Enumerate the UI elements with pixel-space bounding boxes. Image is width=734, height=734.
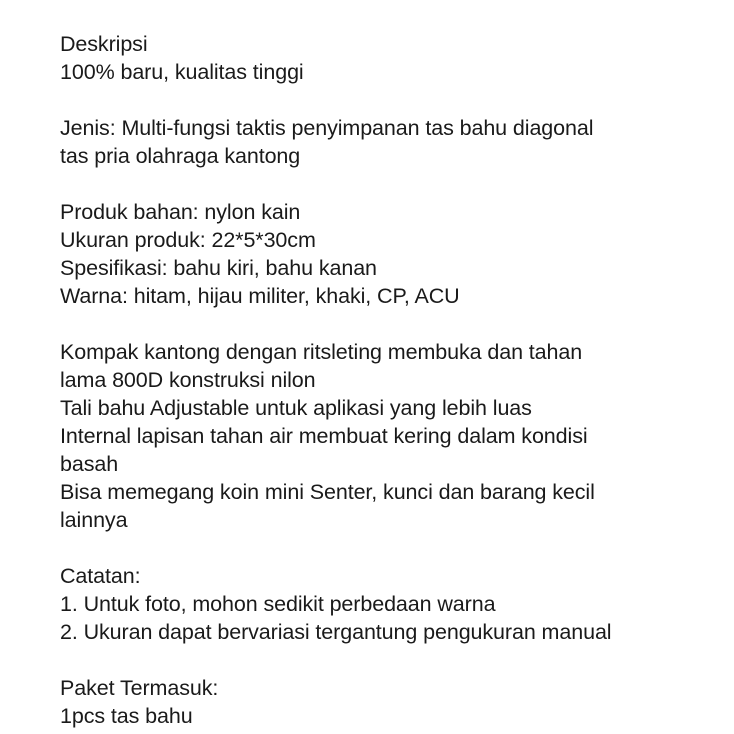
spec-material: Produk bahan: nylon kain (60, 200, 301, 224)
type-line-2: tas pria olahraga kantong (60, 144, 301, 168)
description-heading: Deskripsi (60, 32, 148, 56)
feature-1-line-2: lama 800D konstruksi nilon (60, 368, 316, 392)
spacer (60, 646, 720, 674)
feature-2: Tali bahu Adjustable untuk aplikasi yang lebih luas (60, 396, 532, 420)
note-2: 2. Ukuran dapat bervariasi tergantung pengukuran manual (60, 620, 612, 644)
spec-colors: Warna: hitam, hijau militer, khaki, CP, ACU (60, 284, 460, 308)
spec-size: Ukuran produk: 22*5*30cm (60, 228, 316, 252)
package-heading: Paket Termasuk: (60, 676, 219, 700)
feature-4-line-2: lainnya (60, 508, 128, 532)
feature-3-line-2: basah (60, 452, 119, 476)
spacer (60, 86, 720, 114)
package-item: 1pcs tas bahu (60, 704, 193, 728)
spacer (60, 310, 720, 338)
note-1: 1. Untuk foto, mohon sedikit perbedaan warna (60, 592, 496, 616)
feature-4-line-1: Bisa memegang koin mini Senter, kunci dan barang kecil (60, 480, 595, 504)
description-tagline: 100% baru, kualitas tinggi (60, 60, 304, 84)
spacer (60, 534, 720, 562)
spacer (60, 170, 720, 198)
type-line-1: Jenis: Multi-fungsi taktis penyimpanan tas bahu diagonal (60, 116, 594, 140)
feature-1-line-1: Kompak kantong dengan ritsleting membuka dan tahan (60, 340, 583, 364)
feature-3-line-1: Internal lapisan tahan air membuat kering dalam kondisi (60, 424, 588, 448)
notes-heading: Catatan: (60, 564, 141, 588)
product-description (60, 30, 720, 730)
spec-specification: Spesifikasi: bahu kiri, bahu kanan (60, 256, 377, 280)
